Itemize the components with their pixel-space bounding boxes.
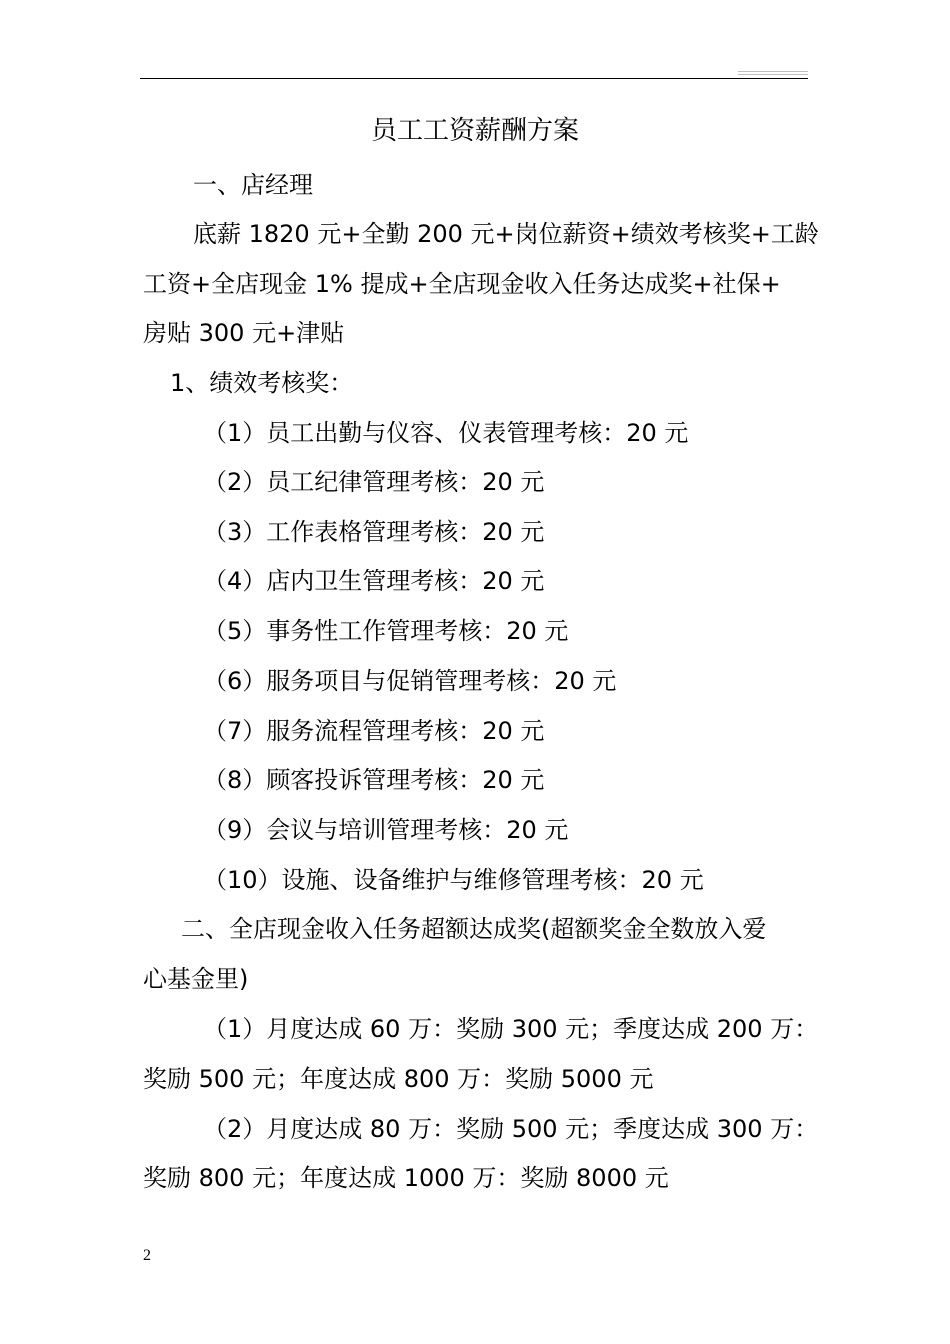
- header-mark: [738, 71, 808, 72]
- section2-heading-line-1: 二、全店现金收入任务超额达成奖(超额奖金全数放入爱: [181, 915, 767, 943]
- list-item: （5）事务性工作管理考核：20 元: [203, 617, 569, 645]
- performance-heading: 1、绩效考核奖：: [170, 369, 354, 397]
- salary-line-2: 工资+全店现金 1% 提成+全店现金收入任务达成奖+社保+: [143, 270, 781, 298]
- section2-heading-line-2: 心基金里): [143, 965, 249, 993]
- salary-line-3: 房贴 300 元+津贴: [143, 319, 345, 347]
- list-item: （8）顾客投诉管理考核：20 元: [203, 766, 545, 794]
- list-item: （4）店内卫生管理考核：20 元: [203, 567, 545, 595]
- bonus-item-1-line-2: 奖励 500 元；年度达成 800 万：奖励 5000 元: [143, 1065, 654, 1093]
- list-item: （10）设施、设备维护与维修管理考核：20 元: [203, 866, 704, 894]
- bonus-item-2-line-1: （2）月度达成 80 万：奖励 500 元；季度达成 300 万：: [203, 1115, 819, 1143]
- list-item: （6）服务项目与促销管理考核：20 元: [203, 667, 617, 695]
- page-number: 2: [143, 1247, 151, 1264]
- list-item: （2）员工纪律管理考核：20 元: [203, 468, 545, 496]
- header-mark: [738, 74, 808, 75]
- list-item: （1）员工出勤与仪容、仪表管理考核：20 元: [203, 419, 689, 447]
- list-item: （3）工作表格管理考核：20 元: [203, 518, 545, 546]
- list-item: （9）会议与培训管理考核：20 元: [203, 816, 569, 844]
- document-title: 员工工资薪酬方案: [370, 116, 579, 146]
- section1-heading: 一、店经理: [193, 171, 313, 199]
- header-rule: [140, 78, 808, 79]
- bonus-item-1-line-1: （1）月度达成 60 万：奖励 300 元；季度达成 200 万：: [203, 1015, 819, 1043]
- salary-line-1: 底薪 1820 元+全勤 200 元+岗位薪资+绩效考核奖+工龄: [193, 220, 819, 248]
- bonus-item-2-line-2: 奖励 800 元；年度达成 1000 万：奖励 8000 元: [143, 1164, 669, 1192]
- list-item: （7）服务流程管理考核：20 元: [203, 717, 545, 745]
